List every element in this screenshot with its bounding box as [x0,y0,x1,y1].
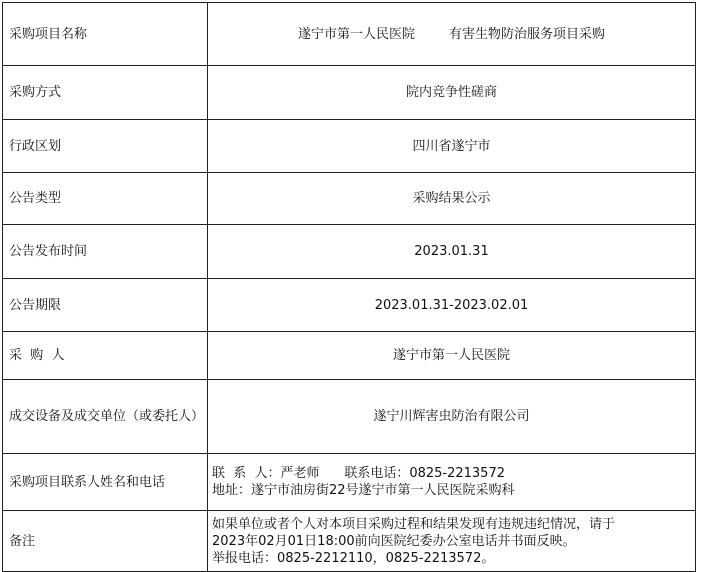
table-row [3,66,696,120]
row-value: 院内竞争性磋商 [208,66,696,120]
table-row [3,120,696,173]
table-row [3,225,696,279]
row-label: 采购项目名称 [3,3,208,66]
contact-person-line: 联 系 人：严老师 联系电话：0825-2213572 [212,466,505,481]
remarks-cell [208,511,696,572]
row-value: 采购结果公示 [208,173,696,225]
table-row [3,511,696,572]
remarks-line: 如果单位或者个人对本项目采购过程和结果发现有违规违纪情况，请于 [212,516,616,532]
report-phone-line: 举报电话：0825-2212110，0825-2213572。 [212,550,495,566]
table-row [3,3,696,66]
row-label: 公告期限 [3,279,208,332]
remarks-line: 2023年02月01日18:00前向医院纪委办公室电话并书面反映。 [212,533,576,549]
row-value: 遂宁市第一人民医院 [208,332,696,380]
table-row [3,454,696,511]
row-label: 成交设备及成交单位（或委托人） [3,380,208,454]
row-value [208,3,696,66]
row-label: 公告类型 [3,173,208,225]
row-label: 行政区划 [3,120,208,173]
row-value: 2023.01.31 [208,225,696,279]
row-value: 遂宁川辉害虫防治有限公司 [208,380,696,454]
procurement-info-table [2,2,696,572]
table-row [3,279,696,332]
row-label: 采购方式 [3,66,208,120]
hospital-name: 遂宁市第一人民医院 [297,26,415,42]
row-label: 采购项目联系人姓名和电话 [3,454,208,511]
row-value: 2023.01.31-2023.02.01 [208,279,696,332]
table-row [3,173,696,225]
row-label: 采 购 人 [3,332,208,380]
row-label: 公告发布时间 [3,225,208,279]
table-row [3,332,696,380]
row-label: 备注 [3,511,208,572]
project-name: 有害生物防治服务项目采购 [449,26,606,42]
contact-cell [208,454,696,511]
table-row [3,380,696,454]
address-line: 地址：遂宁市油房街22号遂宁市第一人民医院采购科 [212,483,515,498]
row-value: 四川省遂宁市 [208,120,696,173]
